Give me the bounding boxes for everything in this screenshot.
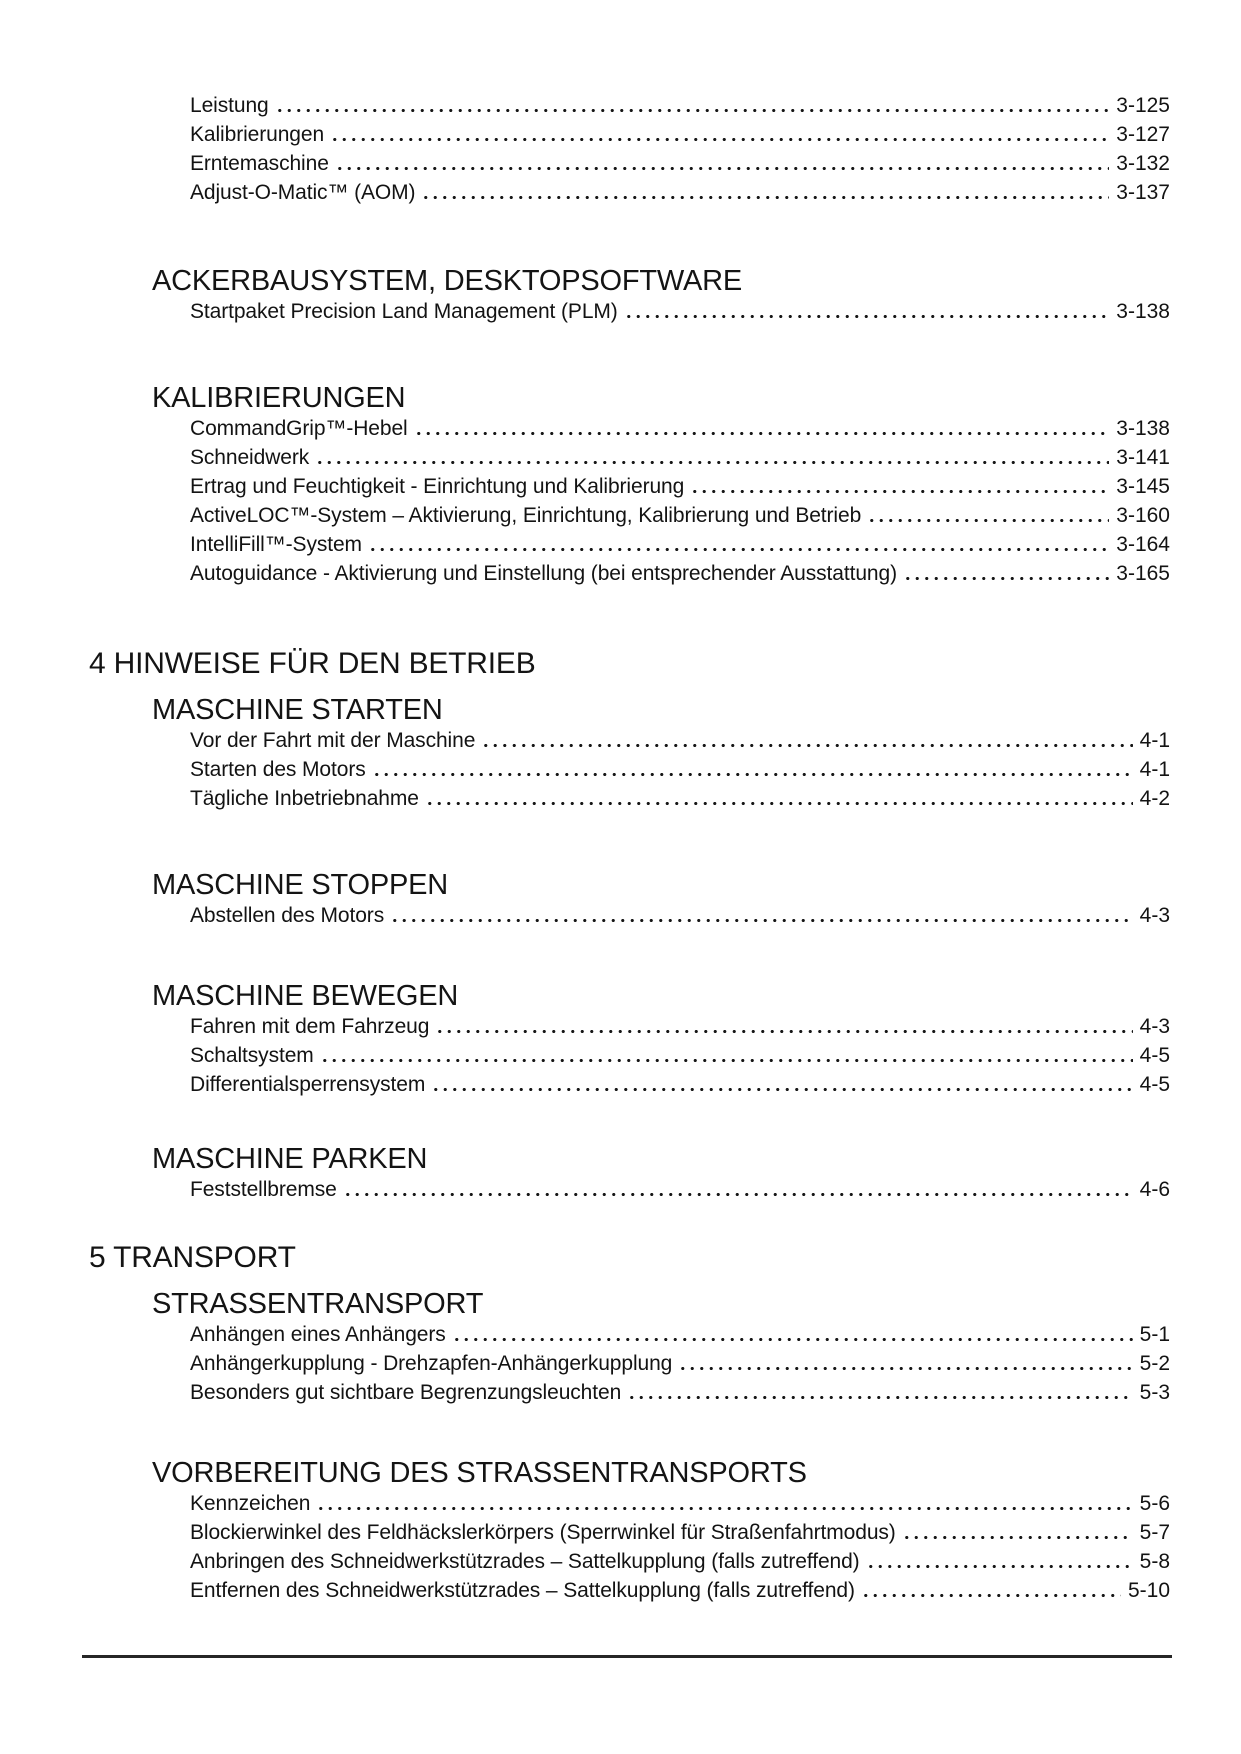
toc-entry-title: Besonders gut sichtbare Begrenzungsleuchten [190, 1381, 622, 1404]
toc-entry-title: Kalibrierungen [190, 123, 325, 146]
toc-entry-group [190, 1323, 1170, 1410]
dot-leader [867, 519, 1109, 522]
toc-entry-page: 5-6 [1139, 1492, 1170, 1515]
toc-entry-page: 5-2 [1139, 1352, 1170, 1375]
toc-entry-page: 5-3 [1139, 1381, 1170, 1404]
toc-entry [190, 181, 1170, 210]
toc-entry-title: Entfernen des Schneidwerkstützrades – Sattelkupplung (falls zutreffend) [190, 1579, 855, 1602]
chapter-heading: 5 TRANSPORT [89, 1241, 296, 1274]
toc-entry-page: 4-2 [1139, 787, 1170, 810]
toc-entry-title: Ertrag und Feuchtigkeit - Einrichtung und Kalibrierung [190, 475, 685, 498]
dot-leader [343, 1193, 1133, 1196]
dot-leader [316, 1507, 1132, 1510]
section-heading: VORBEREITUNG DES STRASSENTRANSPORTS [152, 1457, 807, 1489]
toc-entry-title: Leistung [190, 94, 269, 117]
toc-entry [190, 758, 1170, 787]
dot-leader [861, 1594, 1121, 1597]
section-heading: STRASSENTRANSPORT [152, 1288, 484, 1320]
section-heading: MASCHINE STARTEN [152, 694, 443, 726]
toc-entry-title: Abstellen des Motors [190, 904, 385, 927]
toc-entry-title: Kennzeichen [190, 1492, 311, 1515]
dot-leader [425, 802, 1133, 805]
toc-entry-group [190, 300, 1170, 329]
section-heading: ACKERBAUSYSTEM, DESKTOPSOFTWARE [152, 265, 743, 297]
toc-entry [190, 504, 1170, 533]
toc-entry-group [190, 729, 1170, 816]
toc-entry-page: 5-10 [1127, 1579, 1170, 1602]
toc-entry-page: 3-160 [1116, 504, 1170, 527]
section-heading: KALIBRIERUNGEN [152, 382, 406, 414]
dot-leader [624, 315, 1110, 318]
toc-entry [190, 1323, 1170, 1352]
toc-entry-title: Blockierwinkel des Feldhäckslerkörpers (Sperrwinkel für Straßenfahrtmodus) [190, 1521, 896, 1544]
dot-leader [866, 1565, 1133, 1568]
toc-entry-page: 4-6 [1139, 1178, 1170, 1201]
toc-entry [190, 1044, 1170, 1073]
toc-entry-title: CommandGrip™-Hebel [190, 417, 408, 440]
toc-entry-page: 4-3 [1139, 1015, 1170, 1038]
toc-entry-title: Erntemaschine [190, 152, 329, 175]
dot-leader [372, 773, 1133, 776]
dot-leader [368, 548, 1109, 551]
toc-entry [190, 1178, 1170, 1207]
toc-entry-page: 3-164 [1116, 533, 1170, 556]
toc-entry [190, 533, 1170, 562]
toc-entry [190, 1015, 1170, 1044]
toc-entry-title: Fahren mit dem Fahrzeug [190, 1015, 430, 1038]
dot-leader [627, 1396, 1132, 1399]
toc-entry-group [190, 1492, 1170, 1608]
toc-entry [190, 300, 1170, 329]
dot-leader [421, 196, 1109, 199]
section-heading: MASCHINE PARKEN [152, 1143, 428, 1175]
dot-leader [903, 577, 1109, 580]
toc-entry [190, 1579, 1170, 1608]
toc-entry [190, 417, 1170, 446]
toc-entry [190, 123, 1170, 152]
dot-leader [390, 919, 1133, 922]
toc-entry-page: 3-138 [1116, 417, 1170, 440]
toc-entry-page: 3-165 [1116, 562, 1170, 585]
dot-leader [481, 744, 1132, 747]
chapter-heading: 4 HINWEISE FÜR DEN BETRIEB [89, 647, 536, 680]
toc-entry-page: 3-141 [1116, 446, 1170, 469]
toc-entry-page: 4-5 [1139, 1073, 1170, 1096]
dot-leader [414, 432, 1110, 435]
dot-leader [902, 1536, 1133, 1539]
toc-entry [190, 1521, 1170, 1550]
toc-entry-title: Anhängen eines Anhängers [190, 1323, 446, 1346]
toc-entry-page: 3-127 [1116, 123, 1170, 146]
toc-entry-title: Vor der Fahrt mit der Maschine [190, 729, 476, 752]
toc-entry [190, 1352, 1170, 1381]
dot-leader [678, 1367, 1132, 1370]
toc-entry-page: 3-137 [1116, 181, 1170, 204]
toc-entry-group [190, 1015, 1170, 1102]
toc-entry-page: 5-8 [1139, 1550, 1170, 1573]
toc-entry-page: 3-125 [1116, 94, 1170, 117]
toc-entry-title: Differentialsperrensystem [190, 1073, 426, 1096]
dot-leader [452, 1338, 1133, 1341]
toc-entry [190, 1381, 1170, 1410]
toc-entry [190, 562, 1170, 591]
toc-entry-page: 4-1 [1139, 758, 1170, 781]
toc-entry-title: Tägliche Inbetriebnahme [190, 787, 419, 810]
toc-entry-page: 3-138 [1116, 300, 1170, 323]
toc-entry-title: Starten des Motors [190, 758, 366, 781]
toc-entry-page: 4-3 [1139, 904, 1170, 927]
toc-entry-page: 5-1 [1139, 1323, 1170, 1346]
toc-entry [190, 787, 1170, 816]
toc-entry [190, 446, 1170, 475]
toc-entry-title: Startpaket Precision Land Management (PLM) [190, 300, 618, 323]
toc-entry-title: Adjust-O-Matic™ (AOM) [190, 181, 416, 204]
toc-entry-page: 5-7 [1139, 1521, 1170, 1544]
toc-entry [190, 729, 1170, 758]
toc-entry-group [190, 904, 1170, 933]
toc-entry [190, 152, 1170, 181]
section-heading: MASCHINE BEWEGEN [152, 980, 459, 1012]
toc-entry-group [190, 94, 1170, 210]
toc-entry-page: 4-5 [1139, 1044, 1170, 1067]
toc-entry-title: IntelliFill™-System [190, 533, 362, 556]
toc-entry-title: Feststellbremse [190, 1178, 337, 1201]
section-heading: MASCHINE STOPPEN [152, 869, 448, 901]
toc-entry-group [190, 1178, 1170, 1207]
toc-entry [190, 475, 1170, 504]
dot-leader [435, 1030, 1132, 1033]
toc-entry-title: Anbringen des Schneidwerkstützrades – Sattelkupplung (falls zutreffend) [190, 1550, 860, 1573]
toc-entry-page: 4-1 [1139, 729, 1170, 752]
toc-entry-group [190, 417, 1170, 591]
toc-entry-title: Anhängerkupplung - Drehzapfen-Anhängerkupplung [190, 1352, 673, 1375]
page-footer-rule [82, 1655, 1172, 1658]
dot-leader [335, 167, 1110, 170]
toc-entry [190, 94, 1170, 123]
toc-entry [190, 1492, 1170, 1521]
toc-entry-page: 3-145 [1116, 475, 1170, 498]
toc-entry-title: Schneidwerk [190, 446, 310, 469]
dot-leader [330, 138, 1109, 141]
dot-leader [690, 490, 1109, 493]
toc-entry [190, 904, 1170, 933]
toc-entry-title: Schaltsystem [190, 1044, 314, 1067]
toc-entry [190, 1073, 1170, 1102]
toc-entry-page: 3-132 [1116, 152, 1170, 175]
dot-leader [315, 461, 1109, 464]
dot-leader [275, 109, 1110, 112]
toc-entry [190, 1550, 1170, 1579]
dot-leader [320, 1059, 1133, 1062]
toc-entry-title: Autoguidance - Aktivierung und Einstellung (bei entsprechender Ausstattung) [190, 562, 897, 585]
toc-entry-title: ActiveLOC™-System – Aktivierung, Einrichtung, Kalibrierung und Betrieb [190, 504, 862, 527]
dot-leader [431, 1088, 1132, 1091]
